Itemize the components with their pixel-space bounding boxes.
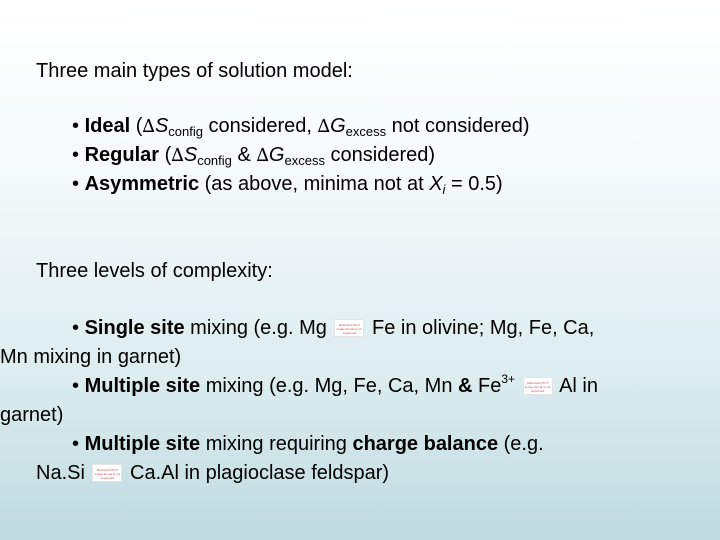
section1-heading: Three main types of solution model: [36, 60, 353, 82]
text: & [231, 144, 257, 166]
complexity-list [0, 314, 702, 488]
term-regular: Regular [84, 144, 160, 166]
delta-symbol: ∆ [142, 116, 155, 137]
unsupported-image-icon: Macintosh PICT image format is not supported [92, 464, 122, 482]
bullet: • [72, 115, 80, 137]
list-item-regular [72, 141, 702, 170]
section2-heading: Three levels of complexity: [36, 260, 273, 282]
term-multiple-site: Multiple site [84, 375, 201, 397]
term-single-site: Single site [84, 317, 185, 339]
term-charge-balance: charge balance [352, 433, 499, 455]
list-item-multiple-site [72, 372, 702, 401]
text: mixing (e.g. Mg, Fe, Ca, Mn [200, 375, 459, 397]
text: Fe [472, 375, 502, 397]
list-item-single-site [72, 314, 702, 343]
ampersand: & [458, 375, 473, 397]
bullet: • [72, 173, 80, 195]
text: mixing requiring [200, 433, 353, 455]
subscript-i: i [442, 182, 446, 197]
bullet: • [72, 317, 80, 339]
text: Fe in olivine; Mg, Fe, Ca, [366, 317, 595, 339]
text: ( [159, 144, 172, 166]
delta-symbol: ∆ [317, 116, 331, 137]
superscript-charge: 3+ [501, 372, 516, 386]
text: considered) [324, 144, 436, 166]
delta-symbol: ∆ [171, 145, 184, 166]
text: = 0.5) [445, 173, 503, 195]
text: mixing (e.g. Mg [184, 317, 333, 339]
text: not considered) [386, 115, 530, 137]
list-item-charge-balance-cont [0, 459, 702, 488]
bullet: • [72, 433, 80, 455]
term-multiple-site: Multiple site [84, 433, 201, 455]
subscript-excess: excess [345, 124, 387, 139]
bullet: • [72, 375, 80, 397]
gibbs-symbol: G [268, 144, 285, 166]
text: (as above, minima not at [199, 173, 430, 195]
unsupported-image-icon: Macintosh PICT image format is not supported [523, 377, 553, 395]
mole-fraction-symbol: X [429, 173, 443, 195]
list-item-multiple-site-cont: garnet) [0, 404, 64, 426]
text: Ca.Al in plagioclase feldspar) [124, 462, 390, 484]
text: Al in [554, 375, 598, 397]
solution-model-list [72, 112, 702, 199]
subscript-config: config [168, 124, 203, 139]
text: considered, [203, 115, 318, 137]
term-ideal: Ideal [84, 115, 131, 137]
unsupported-image-icon: Macintosh PICT image format is not supported [334, 319, 364, 337]
entropy-symbol: S [154, 115, 169, 137]
list-item-single-site-cont: Mn mixing in garnet) [0, 346, 182, 368]
bullet: • [72, 144, 80, 166]
text: Na.Si [36, 462, 91, 484]
entropy-symbol: S [183, 144, 198, 166]
gibbs-symbol: G [330, 115, 346, 137]
delta-symbol: ∆ [256, 145, 269, 166]
term-asymmetric: Asymmetric [84, 173, 200, 195]
subscript-config: config [197, 153, 232, 168]
list-item-charge-balance [72, 430, 702, 459]
subscript-excess: excess [284, 153, 325, 168]
text: (e.g. [498, 433, 544, 455]
list-item-asymmetric [72, 170, 702, 199]
text: ( [130, 115, 143, 137]
list-item-ideal [72, 112, 702, 141]
